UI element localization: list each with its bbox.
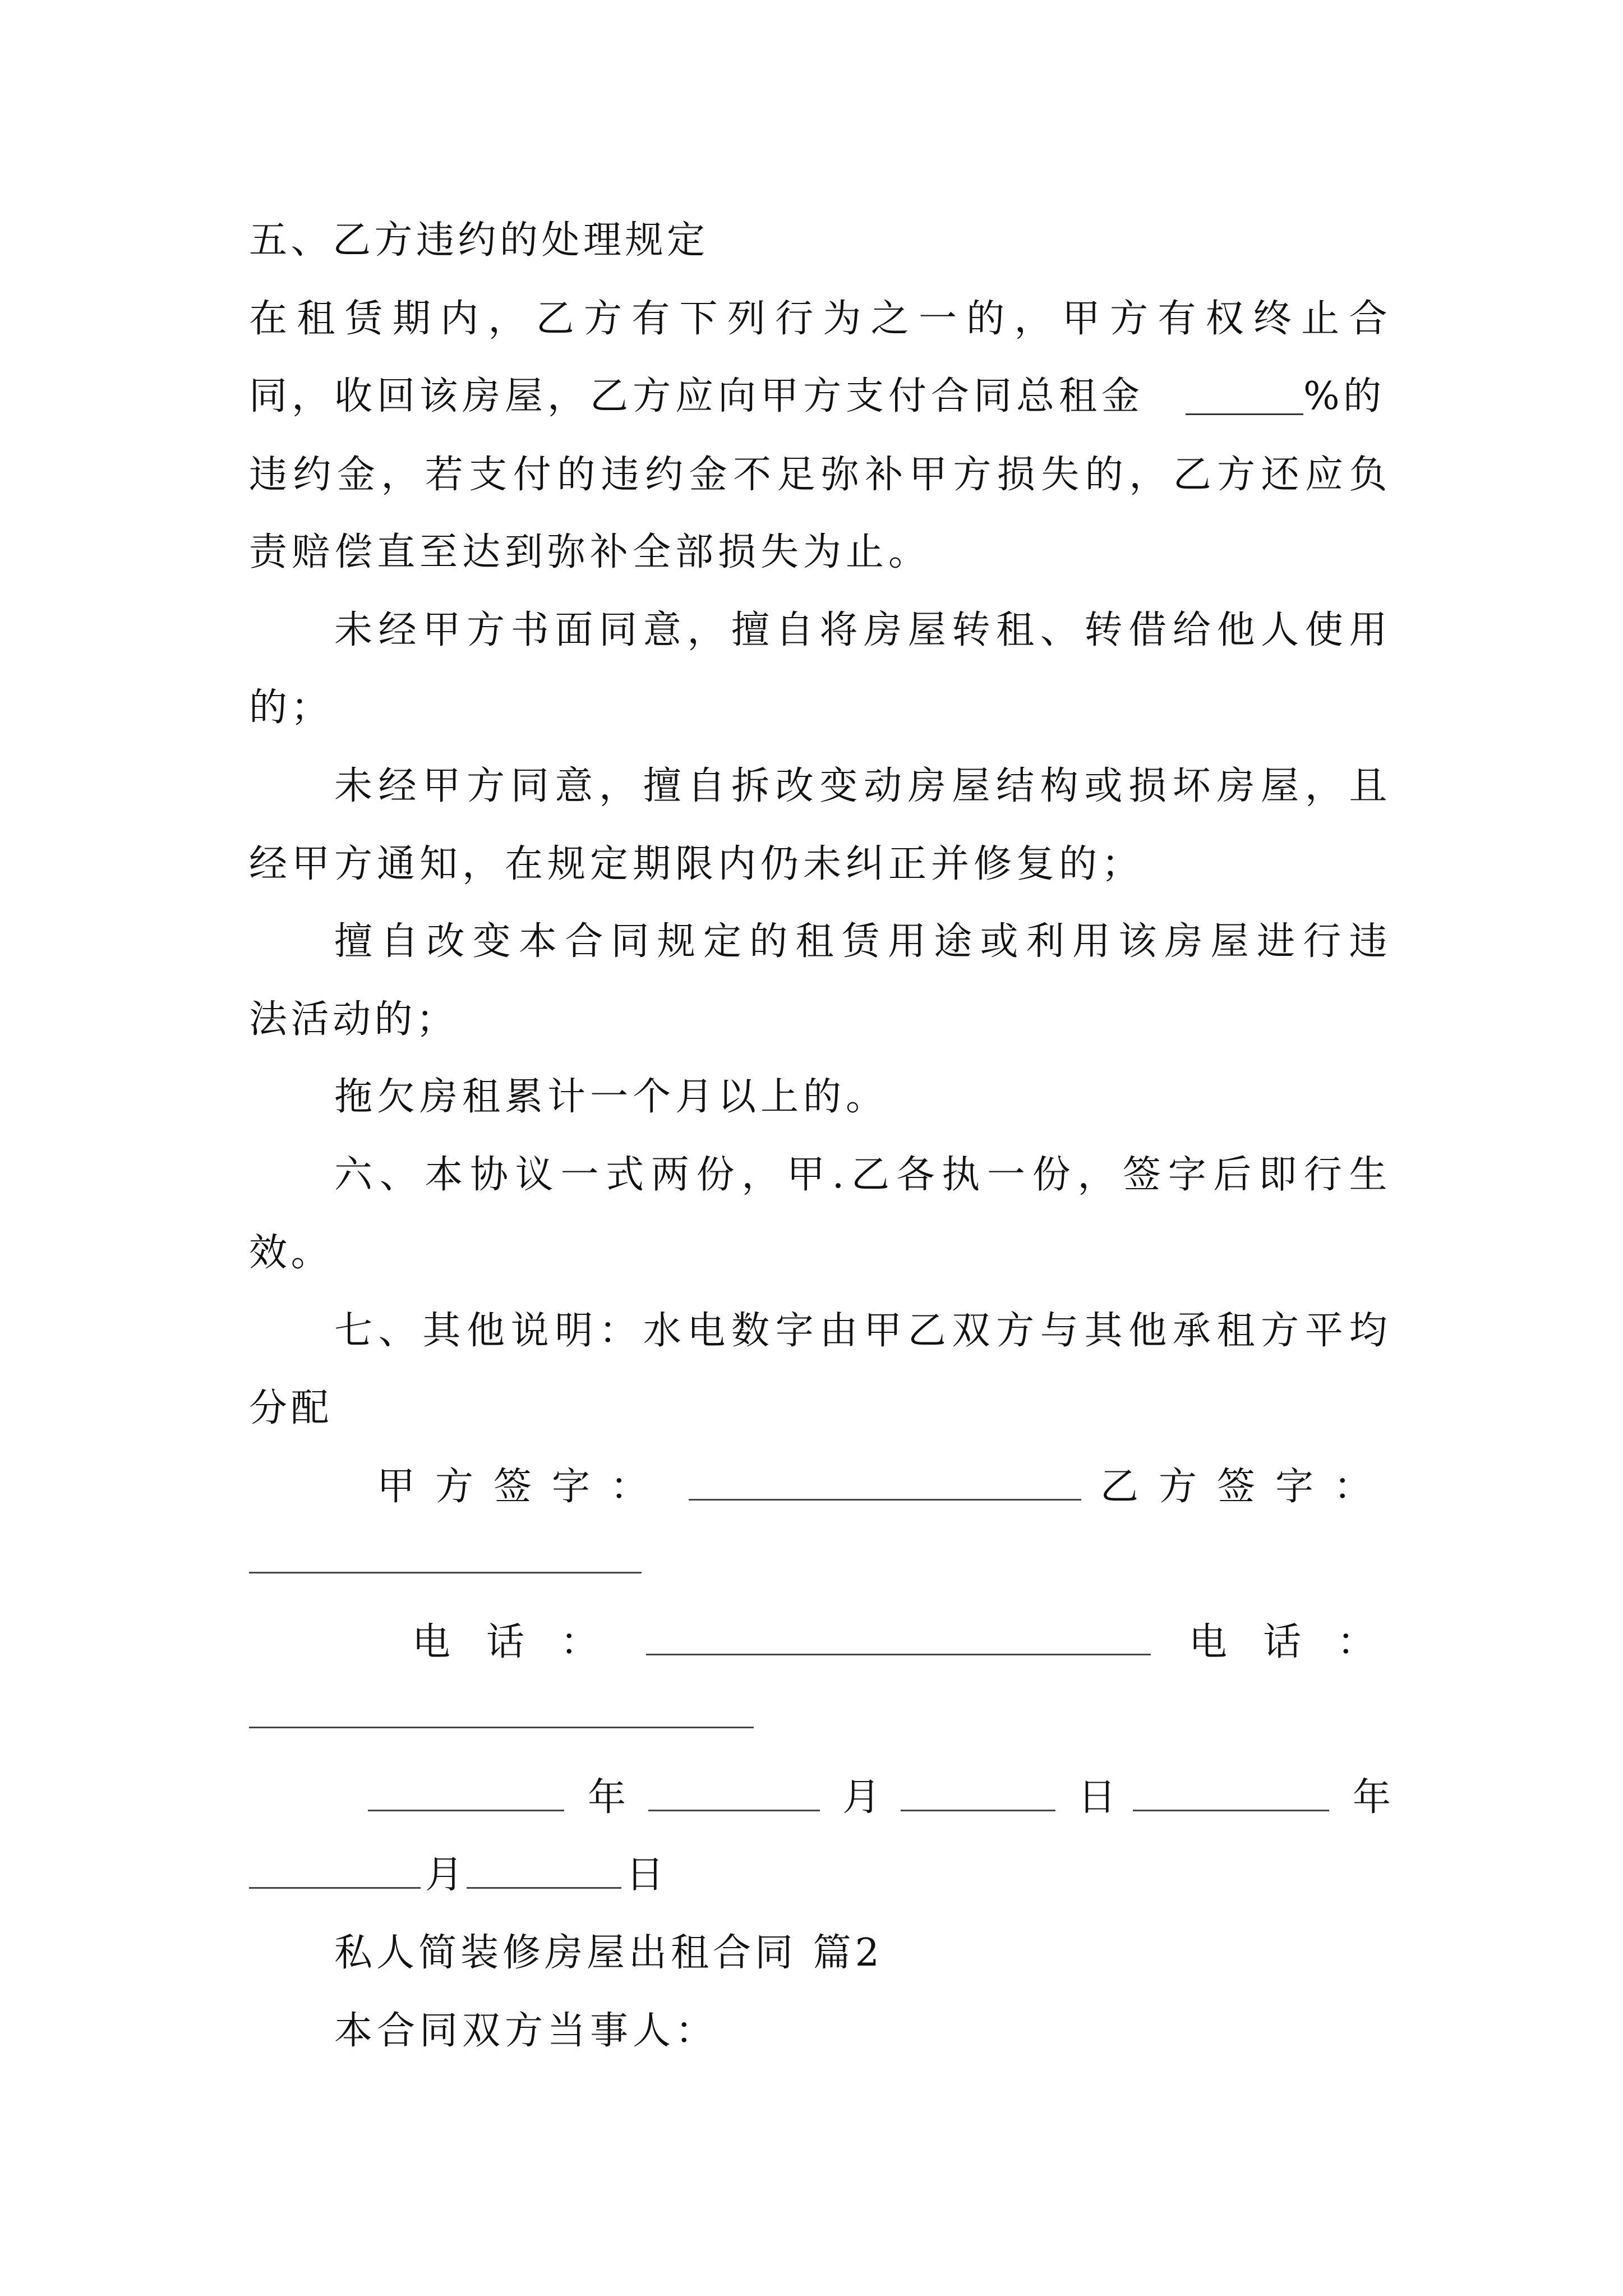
party-a-signature-label: 甲方签字：	[377, 1465, 669, 1509]
section-heading-breach: 五、乙方违约的处理规定	[249, 218, 709, 263]
paragraph-line: 在租赁期内，乙方有下列行为之一的，甲方有权终止合	[249, 297, 1391, 341]
date-a-year-label: 年	[588, 1775, 626, 1820]
party-b-signature-line[interactable]	[249, 1572, 642, 1573]
date-a-month-label: 月	[842, 1775, 881, 1820]
paragraph-line: 分配	[249, 1386, 333, 1430]
parties-line: 本合同双方当事人：	[334, 2009, 718, 2053]
date-b-day-line[interactable]	[467, 1887, 621, 1889]
paragraph-line: 拖欠房租累计一个月以上的。	[334, 1075, 889, 1119]
date-b-day-label: 日	[626, 1853, 665, 1897]
paragraph-line: 违约金，若支付的违约金不足弥补甲方损失的，乙方还应负	[249, 453, 1391, 497]
date-b-year-line[interactable]	[1133, 1810, 1329, 1811]
phone-b-label: 电话：	[1189, 1620, 1412, 1664]
date-a-month-line[interactable]	[648, 1810, 820, 1811]
date-b-month-label: 月	[425, 1853, 464, 1897]
phone-b-line[interactable]	[249, 1727, 754, 1728]
paragraph-line-text: 同，收回该房屋，乙方应向甲方支付合同总租金	[249, 374, 1145, 418]
date-b-year-label: 年	[1353, 1775, 1391, 1820]
date-a-year-line[interactable]	[368, 1810, 564, 1811]
paragraph-line: 经甲方通知，在规定期限内仍未纠正并修复的；	[249, 842, 1145, 886]
paragraph-line: 六、本协议一式两份，甲.乙各执一份，签字后即行生	[334, 1153, 1391, 1197]
section-title: 私人简装修房屋出租合同 篇2	[334, 1931, 883, 1975]
paragraph-line: 责赔偿直至达到弥补全部损失为止。	[249, 530, 932, 574]
percent-suffix: %的	[1303, 374, 1385, 418]
paragraph-line: 擅自改变本合同规定的租赁用途或利用该房屋进行违	[334, 919, 1391, 964]
phone-a-label: 电话：	[412, 1620, 635, 1664]
paragraph-line: 的；	[249, 685, 333, 730]
paragraph-line: 效。	[249, 1231, 333, 1275]
party-b-signature-label: 乙方签字：	[1100, 1465, 1393, 1509]
party-a-signature-line[interactable]	[689, 1499, 1081, 1501]
percent-blank	[1186, 381, 1303, 415]
paragraph-line: 七、其他说明：水电数字由甲乙双方与其他承租方平均	[334, 1309, 1391, 1353]
paragraph-line: 未经甲方同意，擅自拆改变动房屋结构或损坏房屋，且	[334, 764, 1391, 808]
paragraph-line: 未经甲方书面同意，擅自将房屋转租、转借给他人使用	[334, 608, 1391, 652]
date-a-day-line[interactable]	[901, 1810, 1055, 1811]
date-b-month-line[interactable]	[249, 1887, 421, 1889]
paragraph-line: 法活动的；	[249, 997, 458, 1042]
date-a-day-label: 日	[1078, 1775, 1117, 1820]
phone-a-line[interactable]	[646, 1654, 1151, 1655]
